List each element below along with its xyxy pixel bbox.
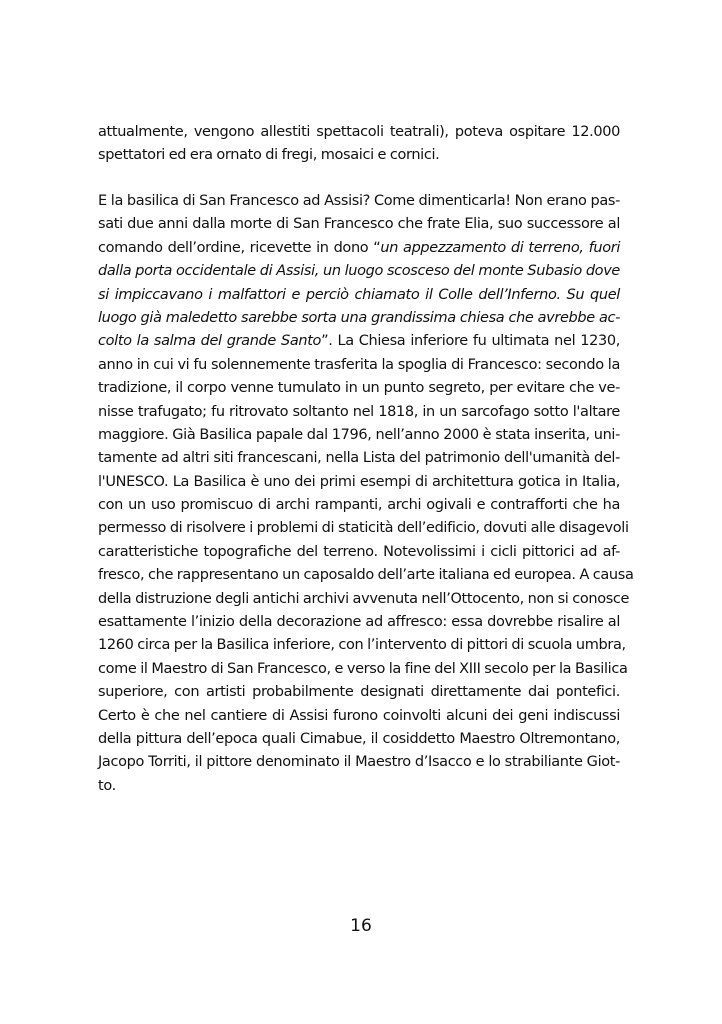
text-line: superiore, con artisti probabilmente designati direttamente dai pontefici. [98,684,620,701]
text-line: Certo è che nel cantiere di Assisi furono coinvolti alcuni dei geni indiscussi [98,707,620,724]
text-line [98,330,620,353]
text-line: anno in cui vi fu solennemente trasferita la spoglia di Francesco: secondo la [98,356,620,373]
text-line: caratteristiche topografiche del terreno. Notevolissimi i cicli pittorici ad af- [98,543,620,560]
text-line: tradizione, il corpo venne tumulato in un punto segreto, per evitare che ve- [98,380,620,397]
text-line [98,307,620,330]
quotation-text: si impiccavano i malfattori e perciò chiamato il Colle dell’Inferno. Su quel [98,286,620,303]
text-line: spettatori ed era ornato di fregi, mosaici e cornici. [98,147,440,164]
quotation-text: un appezzamento di terreno, fuori [380,239,621,256]
page-number: 16 [350,916,372,936]
text-line: con un uso promiscuo di archi rampanti, archi ogivali e contrafforti che ha [98,497,620,514]
text-line: maggiore. Già Basilica papale dal 1796, nell’anno 2000 è stata inserita, uni- [98,426,620,443]
text-run: ”. La Chiesa inferiore fu ultimata nel 1230, [321,333,621,350]
text-line: l'UNESCO. La Basilica è uno dei primi esempi di architettura gotica in Italia, [98,473,620,490]
text-line: sati due anni dalla morte di San Francesco che frate Elia, suo successore al [98,216,620,233]
text-line: tamente ad altri siti francescani, nella Lista del patrimonio dell'umanità del- [98,450,620,467]
quotation-text: dalla porta occidentale di Assisi, un luogo scosceso del monte Subasio dove [98,263,620,280]
text-line: permesso di risolvere i problemi di staticità dell’edificio, dovuti alle disagevoli [98,520,629,537]
text-line: Jacopo Torriti, il pittore denominato il Maestro d’Isacco e lo strabiliante Giot- [98,754,620,771]
text-line: della pittura dell’epoca quali Cimabue, il cosiddetto Maestro Oltremontano, [98,730,620,747]
text-line: attualmente, vengono allestiti spettacoli teatrali), poteva ospitare 12.000 [98,124,620,140]
text-line: fresco, che rappresentano un caposaldo dell’arte italiana ed europea. A causa [98,567,634,584]
quotation-text: colto la salma del grande Santo [98,333,322,350]
text-line [98,237,620,260]
text-line [98,284,620,307]
text-line [98,260,620,283]
text-line: E la basilica di San Francesco ad Assisi? Come dimenticarla! Non erano pas- [98,193,620,209]
paragraph-theatre [98,121,620,168]
text-line: nisse trafugato; fu ritrovato soltanto nel 1818, in un sarcofago sotto l'altare [98,403,620,420]
paragraph-basilica [98,190,634,798]
text-line: esattamente l’inizio della decorazione ad affresco: essa dovrebbe risalire al [98,614,620,631]
text-line: della distruzione degli antichi archivi avvenuta nell’Ottocento, non si conosce [98,590,630,607]
text-line: to. [98,777,116,794]
quotation-text: luogo già maledetto sarebbe sorta una grandissima chiesa che avrebbe ac- [98,309,620,326]
text-line: 1260 circa per la Basilica inferiore, con l’intervento di pittori di scuola umbra, [98,637,626,654]
text-run: comando dell’ordine, ricevette in dono “ [98,239,381,256]
text-line: come il Maestro di San Francesco, e verso la fine del XIII secolo per la Basilica [98,660,628,677]
